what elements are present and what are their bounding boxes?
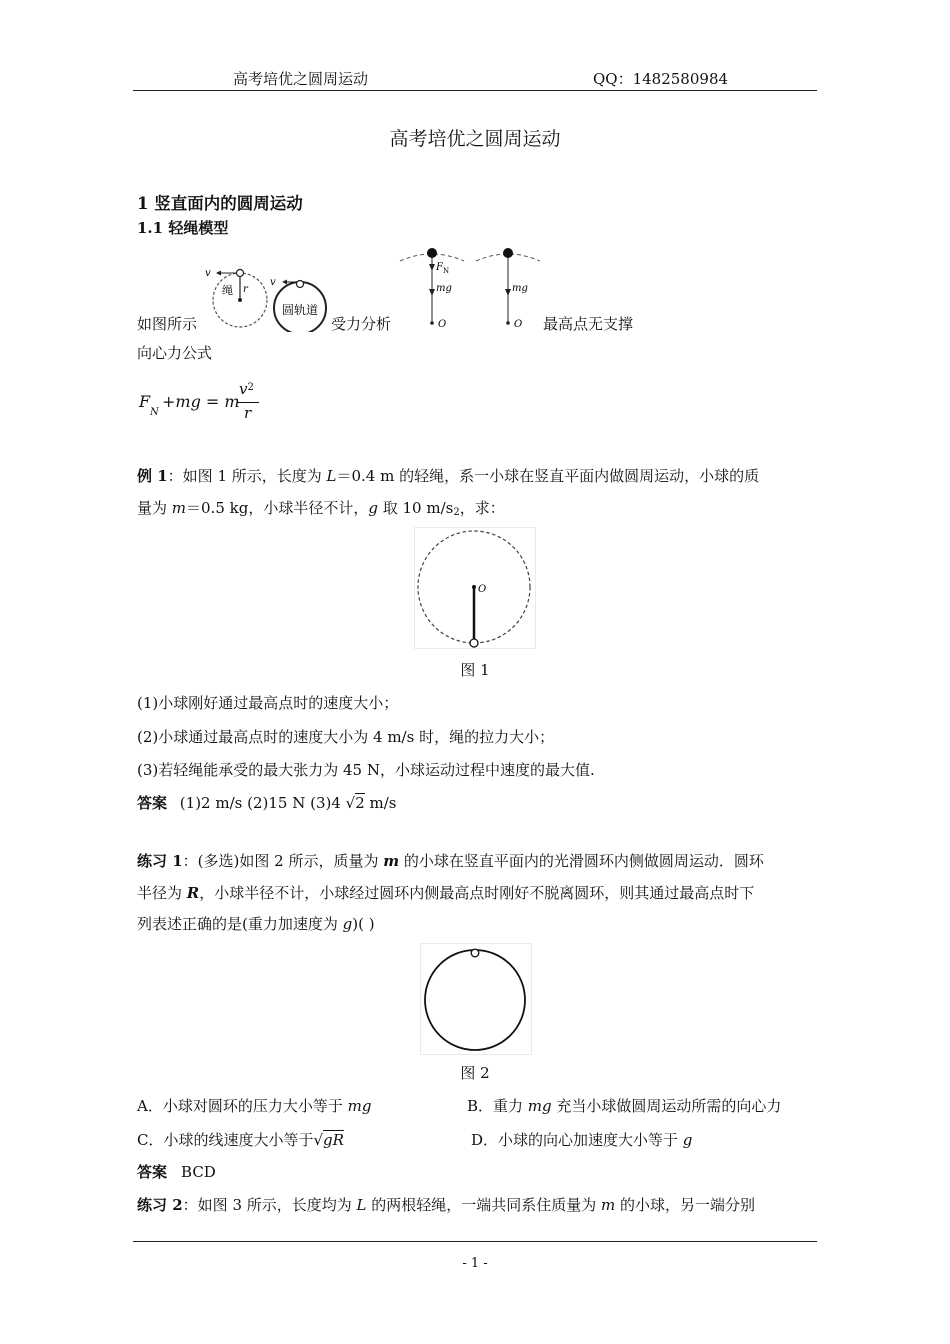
track-ball: [297, 281, 304, 288]
mg-arrow-left: [429, 289, 435, 296]
fn-arrow: [429, 264, 435, 271]
header-left: 高考培优之圆周运动: [233, 70, 369, 88]
o-label-left: O: [438, 319, 447, 330]
figure1-center: [472, 585, 476, 589]
formula-num: $v^2$: [239, 380, 254, 398]
practice2-line1: 练习 2：如图 3 所示，长度均为 L 的两根轻绳，一端共同系住质量为 m 的小球，另一端分别: [137, 1196, 756, 1214]
practice1-line3: 列表述正确的是(重力加速度为 g)( ): [137, 915, 375, 933]
formula-F: F: [139, 392, 151, 411]
force-analysis-figure: [398, 243, 548, 333]
example1-q3: (3)若轻绳能承受的最大张力为 45 N，小球运动过程中速度的最大值.: [137, 761, 595, 779]
sqrt-symbol: √: [345, 794, 356, 812]
rope-center: [238, 298, 242, 302]
practice1-line1: 练习 1：(多选)如图 2 所示，质量为 m 的小球在竖直平面内的光滑圆环内侧做圆周运动．圆环: [137, 852, 764, 870]
example1-line2: 量为 m＝0.5 kg，小球半径不计，g 取 10 m/s2，求：: [137, 499, 505, 518]
mg-label-right: mg: [512, 283, 528, 294]
track-v-label: v: [270, 277, 276, 288]
center-right: [506, 321, 510, 325]
example1-line1: 例 1：如图 1 所示，长度为 L＝0.4 m 的轻绳，系一小球在竖直平面内做圆周运动，小球的质: [137, 467, 760, 485]
ball-left: [427, 248, 437, 258]
figure1: [414, 527, 536, 649]
subsection-heading: [137, 218, 228, 238]
ball-right: [503, 248, 513, 258]
practice1-answer: 答案 BCD: [137, 1163, 216, 1181]
track-velocity-head: [282, 280, 287, 285]
practice2-label: 练习 2: [137, 1196, 183, 1214]
figure2-caption: 图 2: [460, 1064, 490, 1082]
example1-label: 例 1: [137, 467, 168, 485]
model-mid: 受力分析: [331, 315, 392, 333]
mg-label-left: mg: [436, 283, 452, 294]
sqrt-symbol-c: √: [313, 1131, 324, 1149]
formula-bar: [237, 402, 259, 403]
figure2: [420, 943, 532, 1055]
rope-track-figure: [200, 262, 330, 332]
example1-answer: 答案 (1)2 m/s (2)15 N (3)4 √2 m/s: [137, 794, 397, 812]
formula-lead: 向心力公式: [137, 344, 213, 362]
practice1-label: 练习 1: [137, 852, 183, 870]
rope-ball: [237, 270, 244, 277]
example1-q1: (1)小球刚好通过最高点时的速度大小；: [137, 694, 399, 712]
option-b: B．重力 mg 充当小球做圆周运动所需的向心力: [467, 1097, 782, 1115]
section-heading-text: 1 竖直面内的圆周运动: [137, 194, 303, 213]
subsection-heading-text: 1.1 轻绳模型: [137, 219, 229, 237]
example1-answer-label: 答案: [137, 794, 168, 812]
page-number: - 1 -: [462, 1256, 488, 1271]
practice1-line2: 半径为 R，小球半径不计，小球经过圆环内侧最高点时刚好不脱离圆环，则其通过最高点时下: [137, 884, 755, 902]
option-c: C．小球的线速度大小等于√gR: [137, 1131, 344, 1149]
model-lead: 如图所示: [137, 315, 198, 333]
practice1-answer-label: 答案: [137, 1163, 168, 1181]
header-right: QQ：1482580984: [593, 70, 729, 88]
center-left: [430, 321, 434, 325]
header-rule: [133, 90, 817, 91]
formula-plus: +mg = m: [162, 392, 240, 411]
option-a: A．小球对圆环的压力大小等于 mg: [137, 1097, 372, 1115]
figure2-ball: [471, 949, 479, 957]
figure2-frame: [421, 944, 532, 1055]
centripetal-formula: [139, 382, 279, 426]
formula-den: r: [244, 404, 252, 422]
rope-r-label: r: [243, 284, 248, 295]
track-label: 圆轨道: [282, 303, 319, 317]
footer-rule: [133, 1241, 817, 1242]
figure1-caption: 图 1: [460, 661, 490, 679]
option-d: D．小球的向心加速度大小等于 g: [471, 1131, 693, 1149]
example1-q2: (2)小球通过最高点时的速度大小为 4 m/s 时，绳的拉力大小；: [137, 728, 555, 746]
rope-label: 绳: [222, 284, 233, 297]
mg-arrow-right: [505, 289, 511, 296]
section-heading: [137, 190, 303, 214]
figure1-ball: [470, 639, 478, 647]
rope-v-label: v: [205, 268, 211, 279]
model-tail: 最高点无支撑: [543, 315, 634, 333]
page-title: 高考培优之圆周运动: [389, 128, 561, 150]
formula-N: N: [150, 407, 159, 418]
fn-label: $F_N$: [436, 262, 450, 275]
rope-velocity-head: [216, 271, 221, 276]
o-label-right: O: [514, 319, 523, 330]
figure1-o-label: O: [478, 584, 487, 595]
